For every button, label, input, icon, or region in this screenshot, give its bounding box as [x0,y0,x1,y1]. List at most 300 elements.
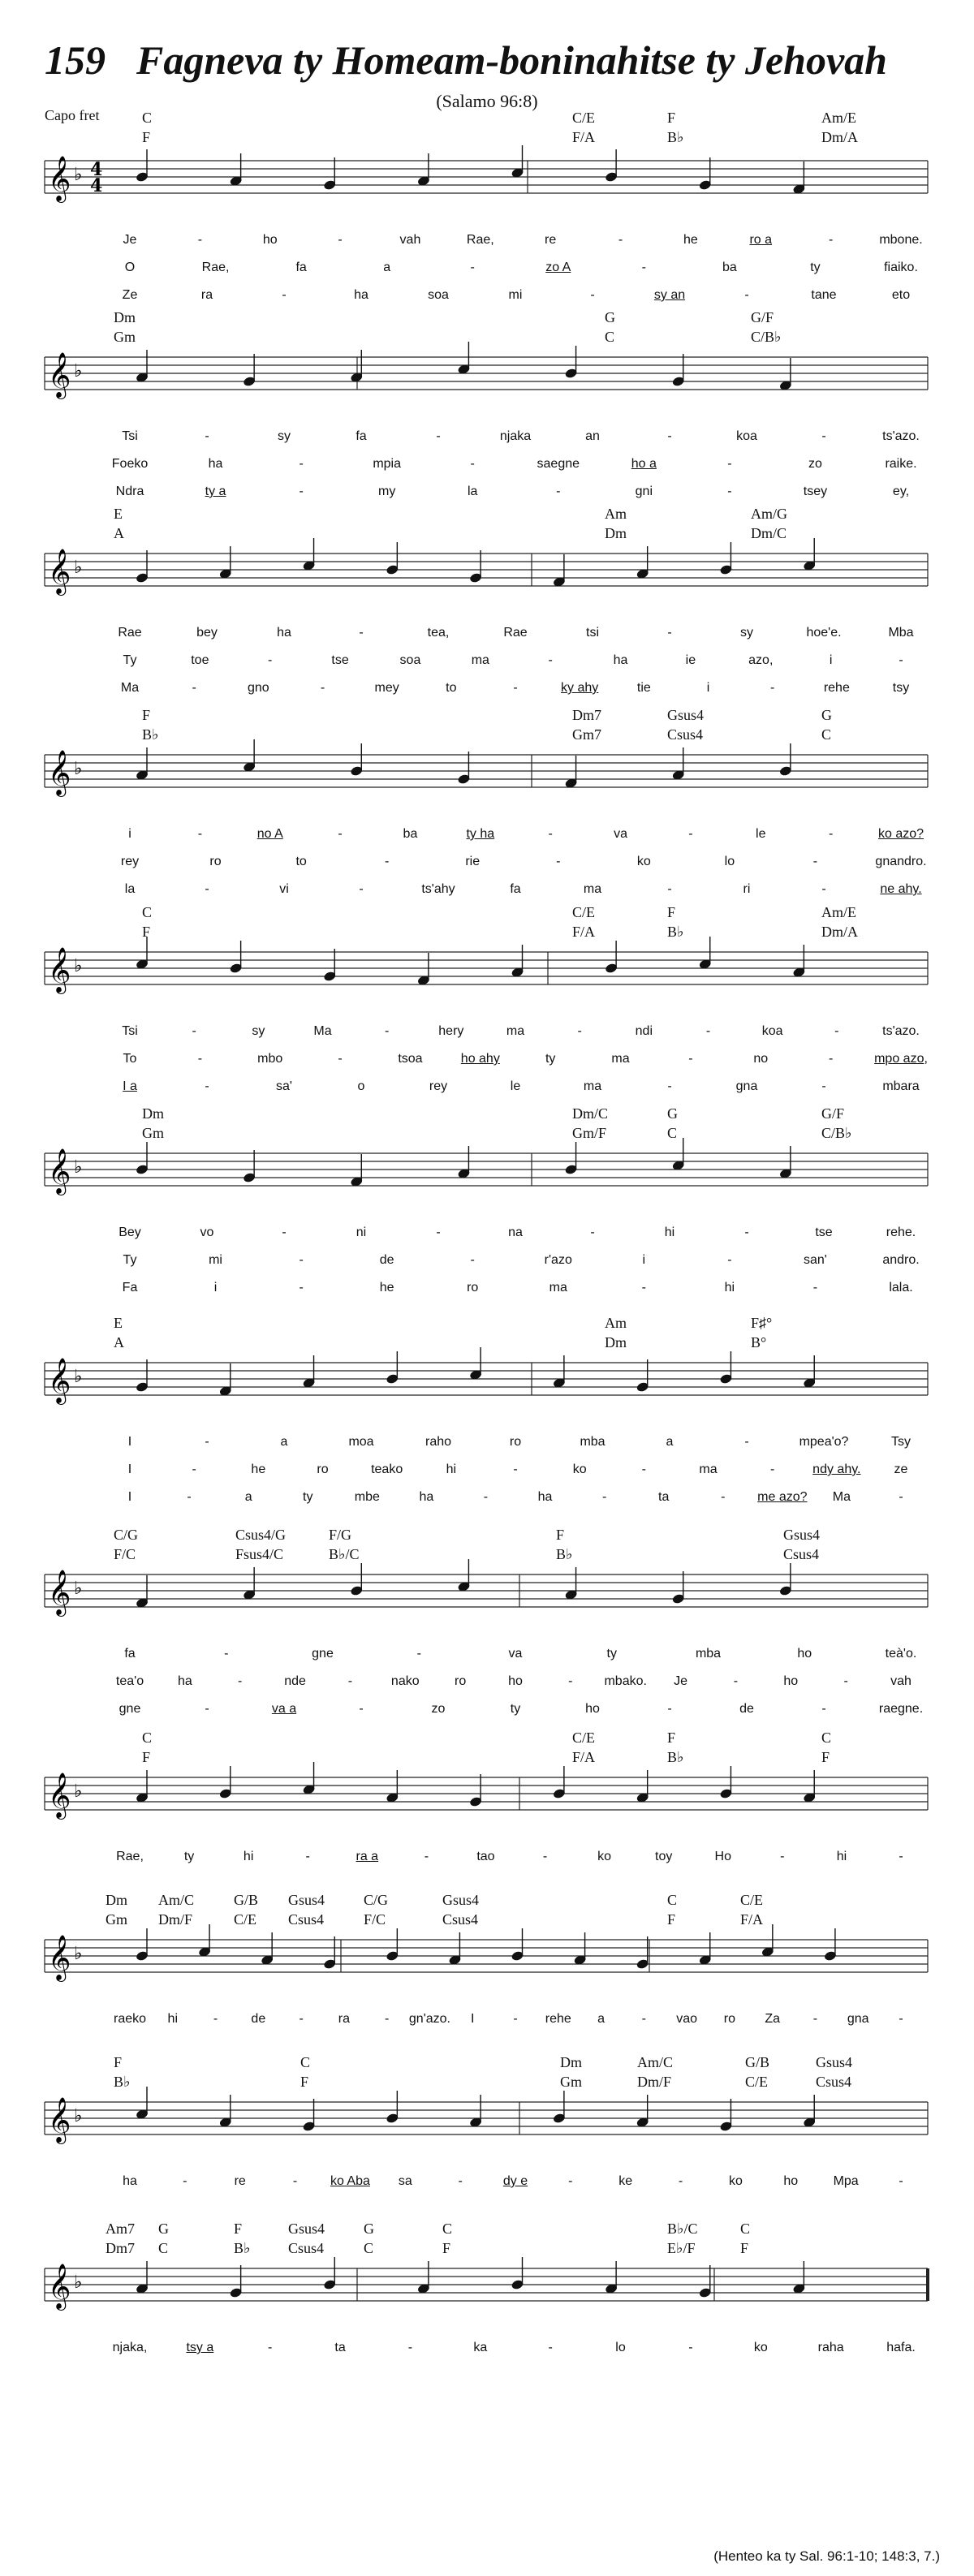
lyric-syllable: sy an [653,288,686,302]
lyric-hyphen: - [205,1435,209,1449]
lyric-syllable: bey [196,626,218,640]
time-signature-numerator: 4 [90,159,103,180]
lyric-syllable: ta [658,1490,670,1504]
lyric-syllable: ro [455,1674,467,1688]
lyric-hyphen: - [667,1079,672,1093]
chord-symbol: Dm/C [572,1105,609,1122]
capo-chord-symbol: F/A [740,1911,764,1928]
capo-chord-symbol: C [821,726,832,743]
lyric-syllable: tea, [427,626,450,640]
chord-symbol: C/E [572,110,596,126]
lyric-hyphen: - [667,429,672,443]
lyric-syllable: ts'azo. [882,429,920,443]
lyric-hyphen: - [407,2341,413,2354]
note [243,1567,256,1600]
lyric-hyphen: - [513,2012,518,2026]
lyric-syllable: ba [403,827,418,841]
treble-clef-icon: 𝄞 [48,156,71,201]
note [605,941,618,974]
lyric-syllable: nde [284,1674,306,1688]
lyric-syllable: ha [419,1490,434,1504]
lyric-syllable: Ma [313,1024,332,1038]
lyric-hyphen: - [678,2174,683,2188]
note [457,1559,471,1592]
lyric-syllable: lala. [889,1281,913,1294]
note [564,1567,578,1600]
lyric-hyphen: - [384,2012,390,2026]
lyric-hyphen: - [568,2174,573,2188]
capo-chord-symbol: F [142,129,151,145]
chord-symbol: Am/E [821,904,856,920]
chord-symbol: F [142,707,151,723]
capo-chord-symbol: Csus4 [288,2240,325,2256]
lyric-hyphen: - [688,1052,693,1066]
lyric-hyphen: - [744,288,749,302]
lyric-syllable: a [244,1490,252,1504]
lyric-hyphen: - [899,2174,903,2188]
capo-chord-symbol: E♭/F [667,2240,696,2256]
lyric-syllable: hi [167,2012,178,2026]
staff [0,341,974,454]
lyric-hyphen: - [338,233,343,247]
lyric-hyphen: - [299,1281,304,1294]
flat-key-signature-icon: ♭ [74,759,83,779]
chord-symbol: C [300,2054,311,2070]
lyric-syllable: Ho [714,1850,731,1863]
lyric-syllable: tse [331,653,349,667]
lyric-hyphen: - [843,1674,848,1688]
lyric-hyphen: - [556,855,561,868]
note [779,1563,793,1596]
lyric-syllable: ma [583,1079,602,1093]
lyric-syllable: mbara [882,1079,920,1093]
capo-chord-symbol: Dm/F [637,2074,672,2090]
capo-chord-symbol: Gm [142,1125,164,1141]
lyric-hyphen: - [299,485,304,498]
capo-chord-symbol: A [114,525,124,541]
lyric-hyphen: - [568,1674,573,1688]
chord-symbol: Am7 [106,2221,135,2237]
lyric-syllable: tsy [892,681,910,695]
chord-symbol: Am/C [637,2054,674,2070]
lyric-syllable: eto [891,288,911,302]
capo-chord-symbol: Csus4 [442,1911,479,1928]
lyric-syllable: hafa. [886,2341,916,2354]
lyric-syllable: tie [636,681,651,695]
note [218,2095,232,2128]
lyric-syllable: ha [208,457,223,471]
lyric-syllable: sy [278,429,291,443]
lyric-syllable: ze [894,1462,908,1476]
chord-symbol: F [114,2054,123,2070]
lyric-syllable: ty [810,261,821,274]
note [302,1355,316,1389]
lyric-hyphen: - [470,457,475,471]
note [605,2261,618,2294]
note [511,945,524,978]
chord-symbol: C [142,904,153,920]
lyric-syllable: va [508,1647,523,1661]
lyric-hyphen: - [744,1435,749,1449]
lyric-hyphen: - [548,653,553,667]
lyric-syllable: ho a [631,457,657,471]
note [779,1146,793,1179]
chord-symbol: C/E [572,904,596,920]
lyric-syllable: njaka, [112,2341,148,2354]
lyric-hyphen: - [205,1079,209,1093]
lyric-hyphen: - [641,1281,646,1294]
lyric-syllable: to [446,681,457,695]
chord-symbol: F [556,1527,565,1543]
lyric-syllable: ra [338,2012,350,2026]
lyric-hyphen: - [338,827,343,841]
lyric-hyphen: - [812,2012,818,2026]
capo-chord-symbol: F [442,2240,451,2256]
lyric-syllable: sy [740,626,753,640]
note [779,743,793,777]
flat-key-signature-icon: ♭ [74,956,83,976]
lyric-syllable: mey [374,681,399,695]
note [671,354,685,387]
note [573,1932,587,1966]
flat-key-signature-icon: ♭ [74,2106,83,2126]
lyric-syllable: tane [811,288,837,302]
lyric-syllable: ha [537,1490,553,1504]
lyric-hyphen: - [436,1226,441,1239]
lyric-hyphen: - [733,1674,739,1688]
lyric-syllable: i [642,1253,646,1267]
lyric-syllable: mpia [373,457,401,471]
lyric-syllable: le [510,1079,521,1093]
capo-chord-symbol: B♭ [667,129,684,145]
lyric-syllable: Rae, [116,1850,144,1863]
flat-key-signature-icon: ♭ [74,1367,83,1387]
lyric-hyphen: - [282,1226,287,1239]
capo-chord-symbol: Dm7 [106,2240,135,2256]
note [136,550,149,584]
lyric-hyphen: - [320,681,325,695]
capo-chord-symbol: B♭ [114,2074,131,2090]
lyric-hyphen: - [590,288,595,302]
lyric-syllable: ty [510,1702,521,1716]
chord-symbol: Gsus4 [288,1892,325,1908]
lyric-hyphen: - [197,827,203,841]
lyric-syllable: O [124,261,136,274]
note [386,1351,399,1385]
flat-key-signature-icon: ♭ [74,1781,83,1802]
lyric-syllable: I [470,2012,475,2026]
note [469,1774,483,1807]
capo-chord-symbol: F [142,924,151,940]
lyric-syllable: r'azo [544,1253,572,1267]
note [824,1928,838,1962]
treble-clef-icon: 𝄞 [48,2264,71,2309]
lyric-syllable: ho ahy [460,1052,500,1066]
lyric-syllable: ts'ahy [421,882,455,896]
lyric-syllable: fa [510,882,521,896]
lyric-syllable: Ndra [115,485,144,498]
lyric-syllable: ma [549,1281,567,1294]
lyric-hyphen: - [192,1024,196,1038]
chord-symbol: Gsus4 [667,707,705,723]
lyric-hyphen: - [812,1281,818,1294]
capo-chord-symbol: Dm [605,1334,627,1350]
lyric-syllable: rey [429,1079,448,1093]
lyric-syllable: fiaiko. [884,261,918,274]
capo-chord-symbol: F/A [572,924,596,940]
note [350,1154,364,1187]
lyric-syllable: ty [545,1052,556,1066]
chord-symbol: G/F [751,309,774,325]
chord-symbol: G/B [745,2054,770,2070]
lyric-hyphen: - [458,2174,463,2188]
lyric-syllable: njaka [499,429,532,443]
capo-chord-symbol: B♭ [234,2240,251,2256]
lyric-syllable: ro [723,2012,735,2026]
lyric-syllable: I [127,1462,132,1476]
lyric-syllable: ha [177,1674,192,1688]
capo-chord-symbol: B♭ [556,1546,573,1562]
chord-symbol: Dm [560,2054,582,2070]
capo-chord-symbol: F/A [572,1749,596,1765]
lyric-hyphen: - [436,429,441,443]
lyric-syllable: gna [847,2012,869,2026]
lyric-syllable: mba [695,1647,722,1661]
lyric-syllable: ra [200,288,213,302]
capo-chord-symbol: C [364,2240,374,2256]
note [792,162,806,195]
note [636,1359,649,1393]
chord-symbol: E [114,1315,123,1331]
lyric-syllable: Ma [120,681,140,695]
lyric-syllable: ho [508,1674,523,1688]
lyric-syllable: gno [247,681,269,695]
note [302,2099,316,2132]
capo-chord-symbol: Gm7 [572,726,601,743]
chord-symbol: C/E [740,1892,764,1908]
lyric-syllable: ko [572,1462,587,1476]
scripture-reference: (Henteo ka ty Sal. 96:1-10; 148:3, 7.) [713,2548,940,2564]
lyric-syllable: gn'azo. [408,2012,450,2026]
note [243,739,256,773]
lyric-syllable: la [124,882,136,896]
note [243,354,256,387]
note [671,1138,685,1171]
note [218,1363,232,1397]
note [719,1766,733,1799]
note [350,350,364,383]
lyric-hyphen: - [688,2341,693,2354]
lyric-syllable: sa' [276,1079,292,1093]
chord-symbol: C [740,2221,751,2237]
note [386,1928,399,1962]
lyric-syllable: mi [508,288,523,302]
note [218,1766,232,1799]
lyric-hyphen: - [641,261,646,274]
lyric-hyphen: - [542,1850,548,1863]
note [261,1932,274,1966]
note [323,949,337,982]
lyric-hyphen: - [744,1226,749,1239]
note [698,937,712,970]
capo-chord-symbol: F/C [114,1546,136,1562]
lyric-syllable: ma [506,1024,525,1038]
lyric-syllable: mi [209,1253,222,1267]
music-system [0,1306,974,1549]
note [511,2257,524,2290]
lyric-syllable: vi [279,882,289,896]
note [136,350,149,383]
lyric-syllable: ty [183,1850,195,1863]
lyric-hyphen: - [359,882,364,896]
note [761,1924,775,1958]
flat-key-signature-icon: ♭ [74,361,83,381]
chord-symbol: C/G [114,1527,139,1543]
note [719,542,733,575]
lyric-syllable: tsey [803,485,828,498]
lyric-syllable: soa [428,288,449,302]
treble-clef-icon: 𝄞 [48,549,71,594]
chord-symbol: G [158,2221,169,2237]
capo-chord-symbol: C/B♭ [821,1125,852,1141]
lyric-hyphen: - [197,233,203,247]
treble-clef-icon: 𝄞 [48,1773,71,1818]
note [803,1770,817,1803]
capo-chord-symbol: B♭ [667,1749,684,1765]
lyric-syllable: ro a [749,233,773,247]
treble-clef-icon: 𝄞 [48,352,71,398]
lyric-syllable: ha [123,2174,137,2188]
lyric-syllable: mpea'o? [799,1435,849,1449]
chord-symbol: G [364,2221,374,2237]
chord-symbol: Gsus4 [288,2221,325,2237]
lyric-syllable: raegne. [878,1702,924,1716]
chord-symbol: C/G [364,1892,389,1908]
chord-symbol: F [234,2221,243,2237]
lyric-hyphen: - [513,1462,518,1476]
lyric-syllable: rey [120,855,140,868]
chord-symbol: F [667,1730,676,1746]
lyric-hyphen: - [548,2341,553,2354]
lyric-syllable: sa [398,2174,412,2188]
lyric-syllable: andro. [882,1253,920,1267]
note [457,1146,471,1179]
lyric-hyphen: - [416,1647,421,1661]
lyric-hyphen: - [513,681,518,695]
lyric-hyphen: - [667,626,672,640]
music-system [0,2212,974,2455]
lyric-hyphen: - [727,1253,732,1267]
lyric-syllable: re [545,233,557,247]
lyric-syllable: tsi [586,626,599,640]
lyric-syllable: koa [761,1024,783,1038]
note [469,2095,483,2128]
lyric-syllable: ho [585,1702,600,1716]
lyric-syllable: I [127,1490,132,1504]
chord-symbol: F [667,110,676,126]
treble-clef-icon: 𝄞 [48,2097,71,2143]
lyric-syllable: ky ahy [561,681,599,695]
lyric-syllable: teako [371,1462,403,1476]
lyric-syllable: ndy ahy. [812,1462,861,1476]
lyric-syllable: gne [119,1702,141,1716]
chord-symbol: C [442,2221,453,2237]
chord-symbol: Dm [142,1105,164,1122]
lyric-hyphen: - [384,1024,390,1038]
lyric-syllable: raha [817,2341,844,2354]
capo-chord-symbol: C/B♭ [751,329,782,345]
note [198,1924,212,1958]
lyric-syllable: he [683,233,698,247]
capo-chord-symbol: C/E [234,1911,257,1928]
lyric-syllable: Foeko [111,457,149,471]
lyric-syllable: soa [399,653,421,667]
lyric-syllable: hi [836,1850,847,1863]
note [136,1928,149,1962]
lyric-syllable: re [234,2174,246,2188]
note [636,1770,649,1803]
lyric-hyphen: - [821,882,826,896]
lyric-syllable: toy [655,1850,673,1863]
lyric-syllable: Bey [119,1226,141,1239]
lyric-syllable: mbako. [604,1674,647,1688]
lyric-syllable: i [128,827,131,841]
lyric-syllable: ta [334,2341,346,2354]
lyric-hyphen: - [470,261,475,274]
lyric-syllable: Rae, [466,233,494,247]
lyric-syllable: ni [356,1226,367,1239]
lyric-hyphen: - [821,1702,826,1716]
lyric-hyphen: - [705,1024,711,1038]
song-title-text: Fagneva ty Homeam-boninahitse ty Jehovah [136,37,887,83]
capo-chord-symbol: Csus4 [783,1546,820,1562]
lyric-syllable: mpo azo, [874,1052,928,1066]
lyric-syllable: ka [473,2341,488,2354]
lyric-hyphen: - [721,1490,726,1504]
lyric-syllable: gnandro. [875,855,927,868]
note [792,2261,806,2294]
note [243,1150,256,1183]
lyric-syllable: a [383,261,391,274]
lyric-syllable: gni [635,485,653,498]
note [564,756,578,789]
note [229,153,243,187]
lyric-syllable: nako [390,1674,420,1688]
music-system [0,1096,974,1340]
lyric-syllable: vao [676,2012,698,2026]
lyric-hyphen: - [548,827,553,841]
lyric-syllable: hery [438,1024,464,1038]
chord-symbol: Gsus4 [816,2054,853,2070]
chord-symbol: E [114,506,123,522]
lyric-syllable: ma [583,882,602,896]
lyric-syllable: mbo [257,1052,283,1066]
lyric-hyphen: - [268,653,273,667]
lyric-hyphen: - [828,1052,834,1066]
note [636,1936,649,1970]
lyric-syllable: san' [804,1253,827,1267]
lyric-syllable: tsy a [186,2341,214,2354]
note [136,1359,149,1393]
lyric-syllable: hi [664,1226,675,1239]
note [350,743,364,777]
lyric-hyphen: - [727,457,732,471]
note [719,2099,733,2132]
lyric-hyphen: - [812,855,818,868]
lyric-syllable: Za [765,2012,780,2026]
lyric-syllable: To [123,1052,137,1066]
capo-chord-symbol: Gm [114,329,136,345]
